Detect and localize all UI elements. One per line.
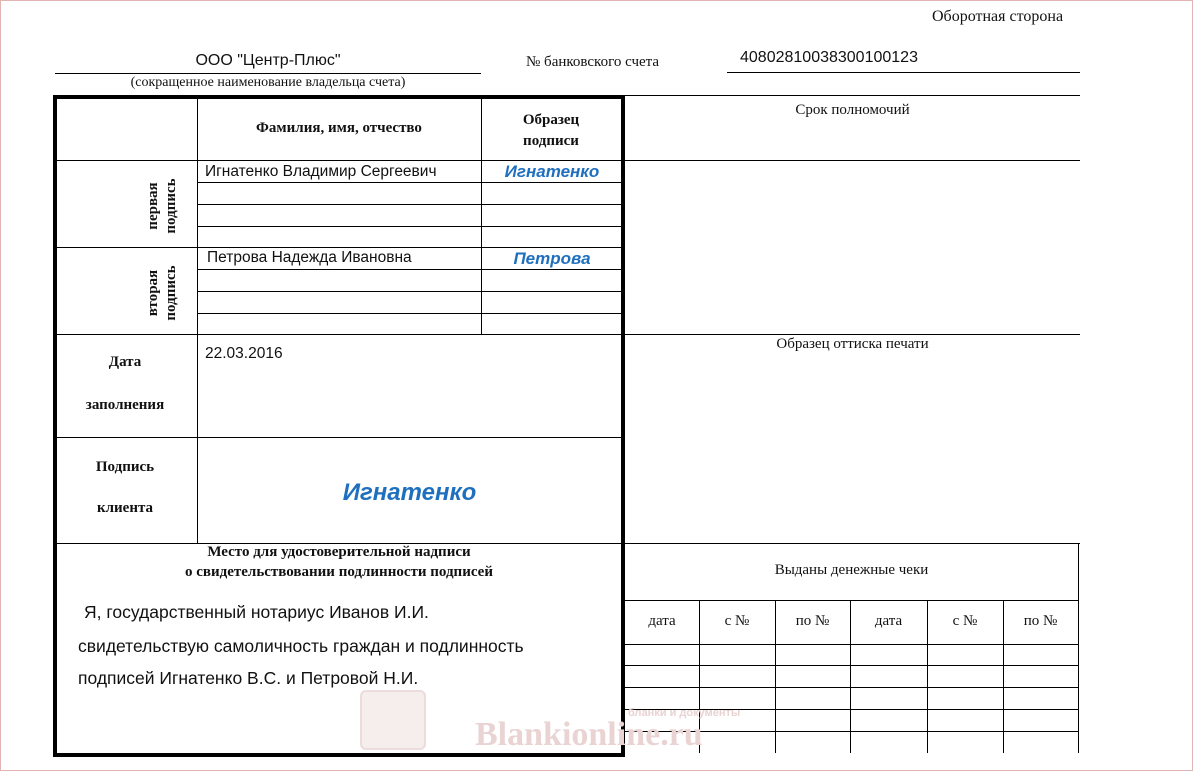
checks-row-line	[625, 687, 1079, 688]
row-line	[197, 291, 621, 292]
notary-title-2: о свидетельствовании подлинности подписей	[185, 564, 493, 580]
notary-line-2: свидетельствую самоличность граждан и подлинность	[78, 636, 524, 656]
watermark-logo	[360, 690, 426, 750]
notary-line-3: подписей Игнатенко В.С. и Петровой Н.И.	[78, 668, 419, 688]
col-fio-header: Фамилия, имя, отчество	[256, 120, 422, 136]
notary-line-1: Я, государственный нотариус Иванов И.И.	[84, 602, 429, 622]
term-top-line	[625, 95, 1080, 96]
watermark-text: Blankionline.ru	[475, 716, 703, 753]
row-line-second-end	[57, 334, 621, 335]
first-signature-sample: Игнатенко	[504, 162, 600, 181]
second-signatory-name: Петрова Надежда Ивановна	[207, 249, 412, 266]
seal-label: Образец оттиска печати	[776, 336, 929, 352]
watermark-subtext: бланки и документы	[628, 707, 741, 719]
row-line-first-end	[57, 247, 621, 248]
left-block-top	[53, 95, 625, 99]
col-sample-header: Образец подписи	[522, 112, 580, 149]
row-line	[197, 204, 621, 205]
checks-row-line	[625, 665, 1079, 666]
row-line	[197, 182, 621, 183]
checks-col-to-2: по №	[1023, 613, 1058, 629]
second-signature-label: вторая подпись	[145, 265, 179, 321]
seal-top-line	[625, 334, 1080, 335]
checks-col-date-1: дата	[648, 613, 676, 629]
org-underline	[55, 73, 481, 74]
side-label: Оборотная сторона	[932, 8, 1064, 25]
checks-label: Выданы денежные чеки	[774, 562, 929, 578]
checks-row-line	[625, 644, 1079, 645]
notary-title-1: Место для удостоверительной надписи	[207, 544, 471, 560]
row-line	[197, 269, 621, 270]
first-signature-label: первая подпись	[145, 178, 179, 234]
account-underline	[727, 72, 1080, 73]
checks-col-from-1: с №	[724, 613, 750, 629]
date-value: 22.03.2016	[205, 345, 283, 362]
org-caption: (сокращенное наименование владельца счета)	[130, 75, 406, 90]
account-label: № банковского счета	[526, 54, 660, 70]
checks-right-line	[1078, 543, 1079, 753]
left-block-right	[621, 95, 625, 757]
col-divider-1	[197, 99, 198, 544]
org-name: ООО "Центр-Плюс"	[195, 52, 341, 69]
client-signature-label-2: клиента	[96, 500, 154, 516]
client-signature: Игнатенко	[342, 479, 477, 506]
checks-col-to-1: по №	[795, 613, 830, 629]
term-bottom-line	[625, 160, 1080, 161]
row-line	[197, 313, 621, 314]
checks-top-line	[625, 543, 1080, 544]
row-line-header	[57, 160, 621, 161]
left-block-left	[53, 95, 57, 757]
row-line	[197, 226, 621, 227]
first-signatory-name: Игнатенко Владимир Сергеевич	[205, 163, 437, 180]
checks-col-from-2: с №	[952, 613, 978, 629]
checks-header-top	[625, 600, 1079, 601]
term-label: Срок полномочий	[795, 102, 910, 118]
account-number: 40802810038300100123	[740, 49, 918, 66]
checks-col-date-2: дата	[874, 613, 903, 629]
second-signature-sample: Петрова	[513, 249, 591, 268]
date-label-2: заполнения	[85, 397, 165, 413]
row-line-date-end	[57, 437, 621, 438]
date-label-1: Дата	[108, 354, 142, 370]
client-signature-label-1: Подпись	[95, 459, 155, 475]
